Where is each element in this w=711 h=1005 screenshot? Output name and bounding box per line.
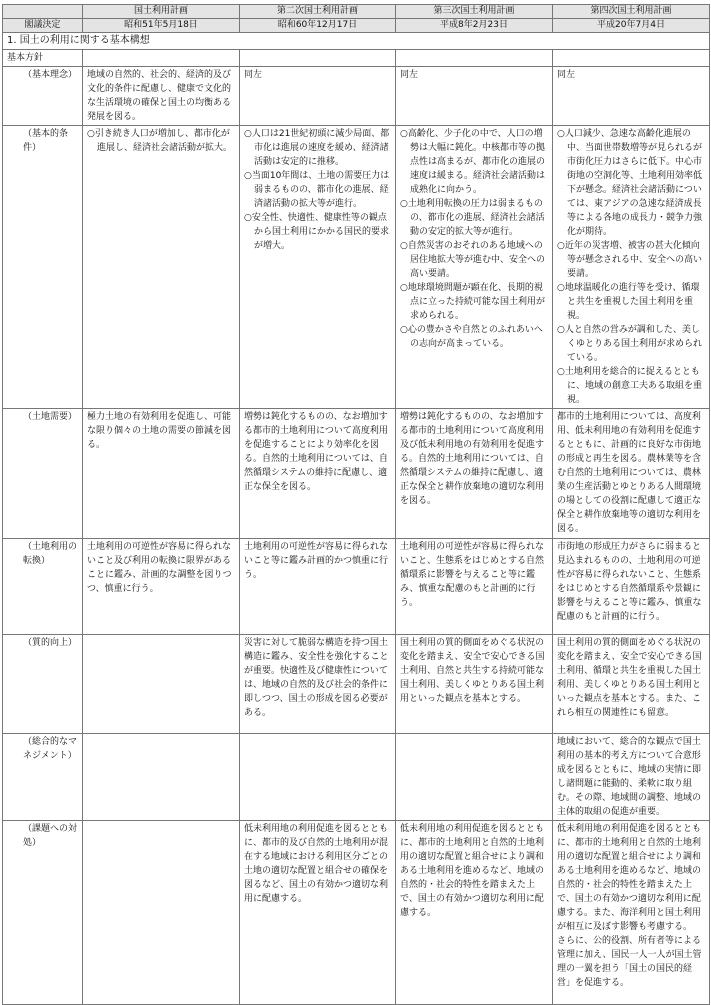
plan-cell: 低未利用地の利用促進を図るとともに、都市的及び自然的土地利用が混在する地域における利用区分ごとの土地の適切な配置と組合せの確保を図るなど、国土の有効かつ適切な利用に配慮する。 bbox=[240, 821, 396, 1005]
plan-name: 国土利用計画 bbox=[83, 5, 240, 19]
plan-cell: 増勢は鈍化するものの、なお増加する都市的土地利用について高度利用及び低未利用地の有効利用を促進する。自然的土地利用については、自然循環システムの維持に配慮し、適正な保全と耕作放棄地の適切な利用を図る。 bbox=[396, 409, 553, 539]
subsection-title: 基本方針 bbox=[3, 50, 83, 67]
subsection-row bbox=[3, 50, 710, 67]
plan-cell: 都市的土地利用については、高度利用、低未利用地の有効利用を促進するとともに、計画的に良好な市街地の形成と再生を図る。農林業等を含む自然的土地利用については、農林業の生産活動とゆとりある人間環境の場としての役割に配慮して適正な保全と耕作放棄地等の適切な利用を図る。 bbox=[553, 409, 710, 539]
subsection-spacer bbox=[83, 50, 240, 67]
plan-cell bbox=[240, 734, 396, 821]
cell-item: ○人口は21世紀初頭に減少局面、都市化は進展の速度を緩め、経済諸活動は安定的に推移。 bbox=[244, 129, 390, 167]
plan-cell: 土地利用の可逆性が容易に得られないこと、生態系をはじめとする自然循環系に影響を与えること等に鑑み、慎重な配慮のもと計画的に行う。 bbox=[396, 539, 553, 635]
decision-date: 平成8年2月23日 bbox=[396, 19, 553, 33]
plan-cell: 市街地の形成圧力がさらに弱まると見込まれるものの、土地利用の可逆性が容易に得られないこと、生態系をはじめとする自然循環系や景観に影響を与えること等に鑑み、慎重な配慮のもと計画的に行う。 bbox=[553, 539, 710, 635]
plan-cell: 低未利用地の利用促進を図るとともに、都市的土地利用と自然的土地利用の適切な配置と組合せにより調和ある土地利用を進めるなど、地域の自然的・社会的特性を踏まえた上で、国土の有効かつ適切な利用に配慮する。 bbox=[396, 821, 553, 1005]
subsection-spacer bbox=[240, 50, 396, 67]
table-row bbox=[3, 635, 710, 734]
plan-cell bbox=[83, 821, 240, 1005]
cell-item: ○近年の災害増、被害の甚大化傾向等が懸念される中、安全への高い要請。 bbox=[557, 241, 703, 279]
plan-cell: 国土利用の質的側面をめぐる状況の変化を踏まえ、安全で安心できる国土利用、自然と共生する持続可能な国土利用、美しくゆとりある国土利用といった観点を基本とする。 bbox=[396, 635, 553, 734]
table-row bbox=[3, 126, 710, 409]
decision-date: 昭和60年12月17日 bbox=[240, 19, 396, 33]
plan-cell: 増勢は鈍化するものの、なお増加する都市的土地利用について高度利用を促進することにより効率化を図る。自然的土地利用については、自然循環システムの維持に配慮し、適正な保全を図る。 bbox=[240, 409, 396, 539]
plan-cell bbox=[553, 821, 710, 1005]
table-row bbox=[3, 67, 710, 126]
decision-label: 閣議決定 bbox=[3, 19, 83, 33]
row-label: （土地利用の転換） bbox=[3, 539, 83, 635]
table-body bbox=[3, 67, 710, 1005]
plan-name: 第四次国土利用計画 bbox=[553, 5, 710, 19]
plan-cell bbox=[553, 126, 710, 409]
cell-item: ○土地利用転換の圧力は弱まるものの、都市化の進展、経済社会諸活動の安定的拡大等が進行。 bbox=[400, 199, 545, 237]
row-label: （基本理念） bbox=[3, 67, 83, 126]
cell-item: ○安全性、快適性、健康性等の観点から国土利用にかかる国民的要求が増大。 bbox=[244, 213, 390, 251]
plan-cell: 地域の自然的、社会的、経済的及び文化的条件に配慮し、健康で文化的な生活環境の確保と国土の均衡ある発展を図る。 bbox=[83, 67, 240, 126]
plan-cell: 土地利用の可逆性が容易に得られないこと及び利用の転換に限界があることに鑑み、計画的な調整を図りつつ、慎重に行う。 bbox=[83, 539, 240, 635]
plan-cell: 土地利用の可逆性が容易に得られないこと等に鑑み計画的かつ慎重に行う。 bbox=[240, 539, 396, 635]
plan-header-row bbox=[3, 5, 710, 19]
table-row bbox=[3, 539, 710, 635]
cell-item: ○自然災害のおそれのある地域への居住地拡大等が進む中、安全への高い要請。 bbox=[400, 241, 546, 279]
plan-cell bbox=[396, 126, 553, 409]
plan-cell: 災害に対して脆弱な構造を持つ国土構造に鑑み、安全性を強化することが重要。快適性及び健康性については、地域の自然的及び社会的条件に即しつつ、国土の形成を図る必要がある。 bbox=[240, 635, 396, 734]
plan-cell bbox=[240, 126, 396, 409]
cell-item: ○高齢化、少子化の中で、人口の増勢は大幅に鈍化。中核都市等の拠点性は高まるが、都市化の進展の速度は緩まる。経済社会諸活動は成熟化に向かう。 bbox=[400, 129, 546, 195]
cell-item: ○当面10年間は、土地の需要圧力は弱まるものの、都市化の進展、経済諸活動の拡大等が進行。 bbox=[244, 171, 390, 209]
cell-item: さらに、公的役割、所有者等による管理に加え、国民一人一人が国土管理の一翼を担う「国土の国民的経営」を促進する。 bbox=[557, 936, 702, 988]
decision-date: 平成20年7月4日 bbox=[553, 19, 710, 33]
cell-item: ○土地利用を総合的に捉えるとともに、地域の創意工夫ある取組を重視。 bbox=[557, 367, 703, 405]
plan-cell bbox=[83, 126, 240, 409]
table-row bbox=[3, 409, 710, 539]
row-label: （質的向上） bbox=[3, 635, 83, 734]
plan-cell bbox=[83, 635, 240, 734]
plan-cell: 地域において、総合的な観点で国土利用の基本的考え方について合意形成を図るとともに、地域の実情に即し諸問題に能動的、柔軟に取り組む。その際、地域間の調整、地域の主体的取組の促進が重要。 bbox=[553, 734, 710, 821]
decision-date-row bbox=[3, 19, 710, 33]
plan-cell: 同左 bbox=[240, 67, 396, 126]
cell-item: ○心の豊かさや自然とのふれあいへの志向が高まっている。 bbox=[400, 325, 543, 349]
cell-item: ○人口減少、急速な高齢化進展の中、当面世帯数増等が見られるが市街化圧力はさらに低下。中心市街地の空洞化等、土地利用効率低下が懸念。経済社会諸活動については、東アジアの急速な経済成長等による各地の成長力・競争力強化が期待。 bbox=[557, 129, 703, 237]
plan-cell: 同左 bbox=[553, 67, 710, 126]
plan-cell bbox=[396, 734, 553, 821]
row-label: （課題への対処） bbox=[3, 821, 83, 1005]
row-label: （総合的なマネジメント） bbox=[3, 734, 83, 821]
cell-item: ○地球温暖化の進行等を受け、循環と共生を重視した国土利用を重視。 bbox=[557, 283, 700, 321]
plan-cell: 極力土地の有効利用を促進し、可能な限り個々の土地の需要の節減を図る。 bbox=[83, 409, 240, 539]
subsection-spacer bbox=[553, 50, 710, 67]
section-title: 1. 国土の利用に関する基本構想 bbox=[3, 33, 710, 50]
cell-item: ○引き続き人口が増加し、都市化が進展し、経済社会諸活動が拡大。 bbox=[87, 129, 233, 153]
plan-name: 第二次国土利用計画 bbox=[240, 5, 396, 19]
cell-item: ○人と自然の営みが調和した、美しくゆとりある国土利用が求められている。 bbox=[557, 325, 703, 363]
table-row bbox=[3, 734, 710, 821]
row-label: （土地需要） bbox=[3, 409, 83, 539]
header-corner bbox=[3, 5, 83, 19]
table-row bbox=[3, 821, 710, 1005]
decision-date: 昭和51年5月18日 bbox=[83, 19, 240, 33]
row-label: （基本的条件） bbox=[3, 126, 83, 409]
plan-cell bbox=[83, 734, 240, 821]
plan-name: 第三次国土利用計画 bbox=[396, 5, 553, 19]
section-row bbox=[3, 33, 710, 50]
subsection-spacer bbox=[396, 50, 553, 67]
plan-cell: 国土利用の質的側面をめぐる状況の変化を踏まえ、安全で安心できる国土利用、循環と共生を重視した国土利用、美しくゆとりある国土利用といった観点を基本とする。また、これら相互の関連性にも留意。 bbox=[553, 635, 710, 734]
land-use-plan-comparison-table bbox=[2, 4, 710, 1005]
cell-item: ○地球環境問題が顕在化、長期的視点に立った持続可能な国土利用が求められる。 bbox=[400, 283, 546, 321]
plan-cell: 同左 bbox=[396, 67, 553, 126]
cell-item: 低未利用地の利用促進を図るとともに、都市的土地利用と自然的土地利用の適切な配置と組合せにより調和ある土地利用を進めるなど、地域の自然的・社会的特性を踏まえた上で、国土の有効かつ適切な利用に配慮する。また、海洋利用と国土利用が相互に及ぼす影響も考慮する。 bbox=[557, 824, 702, 932]
